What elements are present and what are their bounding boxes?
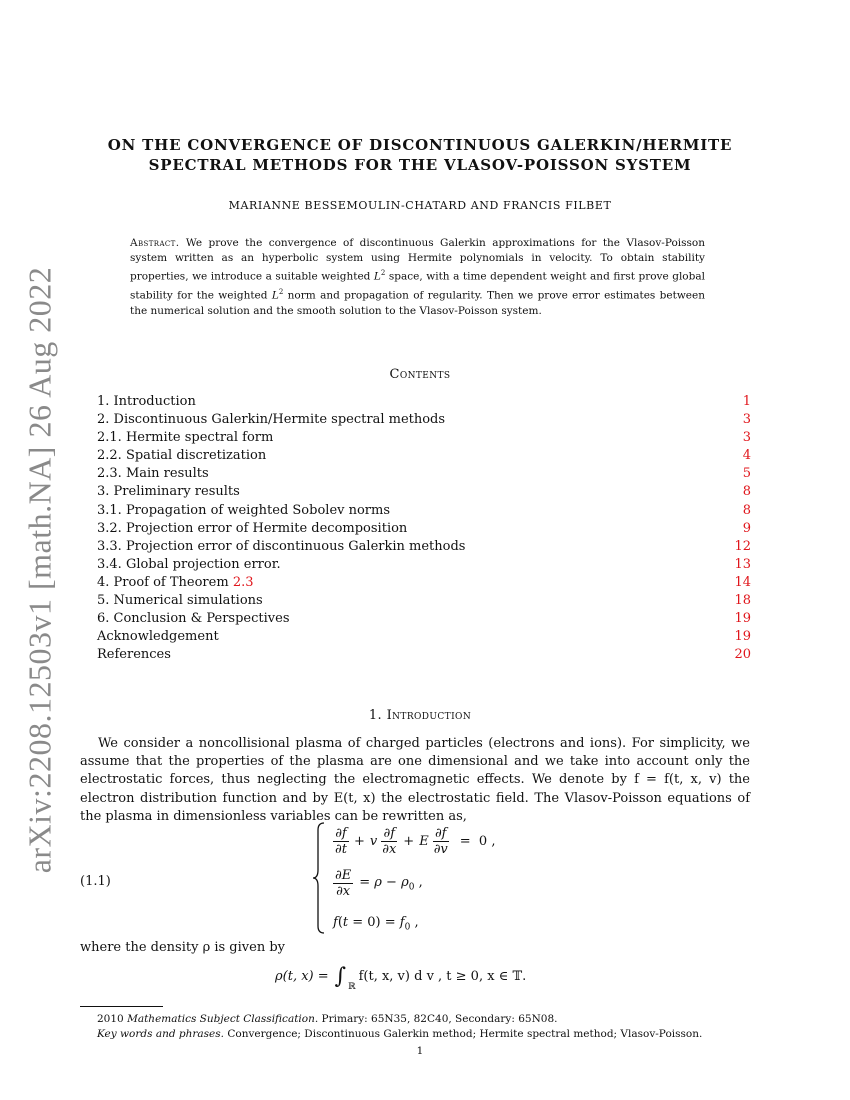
toc-entry[interactable]: 3. Preliminary results 8 [97,484,751,500]
toc-entry[interactable]: 3.2. Projection error of Hermite decomposition 9 [97,520,751,536]
table-of-contents [97,393,751,664]
left-brace-icon [312,822,326,934]
abstract: Abstract. We prove the convergence of discontinuous Galerkin approximations for the Vlasov-Poisson system written as an hyperbolic system using Hermite polynomials in velocity. To obtain stability properties, we introduce a suitable weighted $L^2$ space, with a time dependent weight and first prove global stability for the weighted $L^2$ norm and propagation of regularity. Then we prove error estimates between the numerical solution and the smooth solution to the Vlasov-Poisson system. [130,237,706,317]
theorem-ref-link[interactable]: 2.3 [232,574,254,590]
density-equation: ρ(t, x) = ∫ $_ℝ$ f(t, x, v) d v , t ≥ 0, x ∈ 𝕋. [275,964,527,992]
arxiv-stamp: arXiv:2208.12503v1 [math.NA] 26 Aug 2022 [21,266,58,874]
initial-condition: $f(t = 0) = f_0$ , [333,915,419,933]
footnote-rule [80,1006,163,1007]
abstract-text-1: We prove the convergence of discontinuous Galerkin approximations for the Vlasov-Poisson system written as an hyperbolic system using Hermite polynomials in velocity. To obtain stability properties, we introduce a suitable weighted [130,237,706,283]
toc-entry[interactable]: 2.3. Main results 5 [97,466,751,482]
toc-entry[interactable]: 1. Introduction 1 [97,394,751,409]
density-sentence: where the density ρ is given by [80,940,285,955]
toc-entry[interactable]: Acknowledgement 19 [97,629,751,645]
msc-footnote: 2010 Mathematics Subject Classification. Primary: 65N35, 82C40, Secondary: 65N08. [97,1013,558,1025]
contents-heading: Contents [389,367,451,382]
vlasov-equation: $\frac{\partial f}{\partial t}$ + v $\frac{\partial f}{\partial x}$ + E $\frac{\partial f}{\partial v}$ = 0 , [335,826,496,857]
toc-entry[interactable]: 3.4. Global projection error. 13 [97,556,751,572]
toc-entry[interactable]: 3.1. Propagation of weighted Sobolev norms 8 [97,502,751,518]
equation-label: (1.1) [80,874,111,889]
toc-entry[interactable]: 3.3. Projection error of discontinuous Galerkin methods 12 [97,538,751,554]
abstract-text-2: space, with a time dependent weight and first prove global stability for the weighted [130,270,705,302]
toc-entry[interactable]: 5. Numerical simulations 18 [97,593,751,609]
paper-title: ON THE CONVERGENCE OF DISCONTINUOUS GALERKIN/HERMITE SPECTRAL METHODS FOR THE VLASOV-POISSON SYSTEM [107,136,733,174]
weight-symbol-2: L [271,289,279,302]
abstract-text-3: norm and propagation of regularity. Then we prove error estimates between the numerical solution and the smooth solution to the Vlasov-Poisson system. [130,289,705,317]
toc-entry[interactable]: 2.1. Hermite spectral form 3 [97,430,751,446]
toc-entry[interactable]: References 20 [97,647,751,663]
toc-entry[interactable]: 2.2. Spatial discretization 4 [97,448,751,464]
authors: MARIANNE BESSEMOULIN-CHATARD AND FRANCIS FILBET [228,199,612,212]
toc-entry[interactable]: 2. Discontinuous Galerkin/Hermite spectral methods 3 [97,412,751,428]
toc-entry[interactable]: 4. Proof of Theorem 2.3 14 [97,574,751,590]
section-heading: 1. Introduction [368,708,472,723]
abstract-label: Abstract. [130,237,180,249]
keywords-footnote: Key words and phrases. Convergence; Discontinuous Galerkin method; Hermite spectral method; Vlasov-Poisson. [97,1028,703,1040]
integral-icon: ∫ [334,964,347,989]
page-number: 1 [416,1045,424,1057]
weight-symbol-1: L [373,270,381,283]
poisson-equation: $\frac{\partial E}{\partial x}$ = $\rho - \rho_0$ , [335,868,423,899]
toc-entry[interactable]: 6. Conclusion & Perspectives 19 [97,611,751,627]
intro-paragraph: We consider a noncollisional plasma of charged particles (electrons and ions). For simplicity, we assume that the properties of the plasma are one dimensional and we take into account only the electrostatic forces, thus neglecting the electromagnetic effects. We denote by f = f(t, x, v) the electron distribution function and by E(t, x) the electrostatic field. The Vlasov-Poisson equations of the plasma in dimensionless variables can be rewritten as, [80,736,750,824]
